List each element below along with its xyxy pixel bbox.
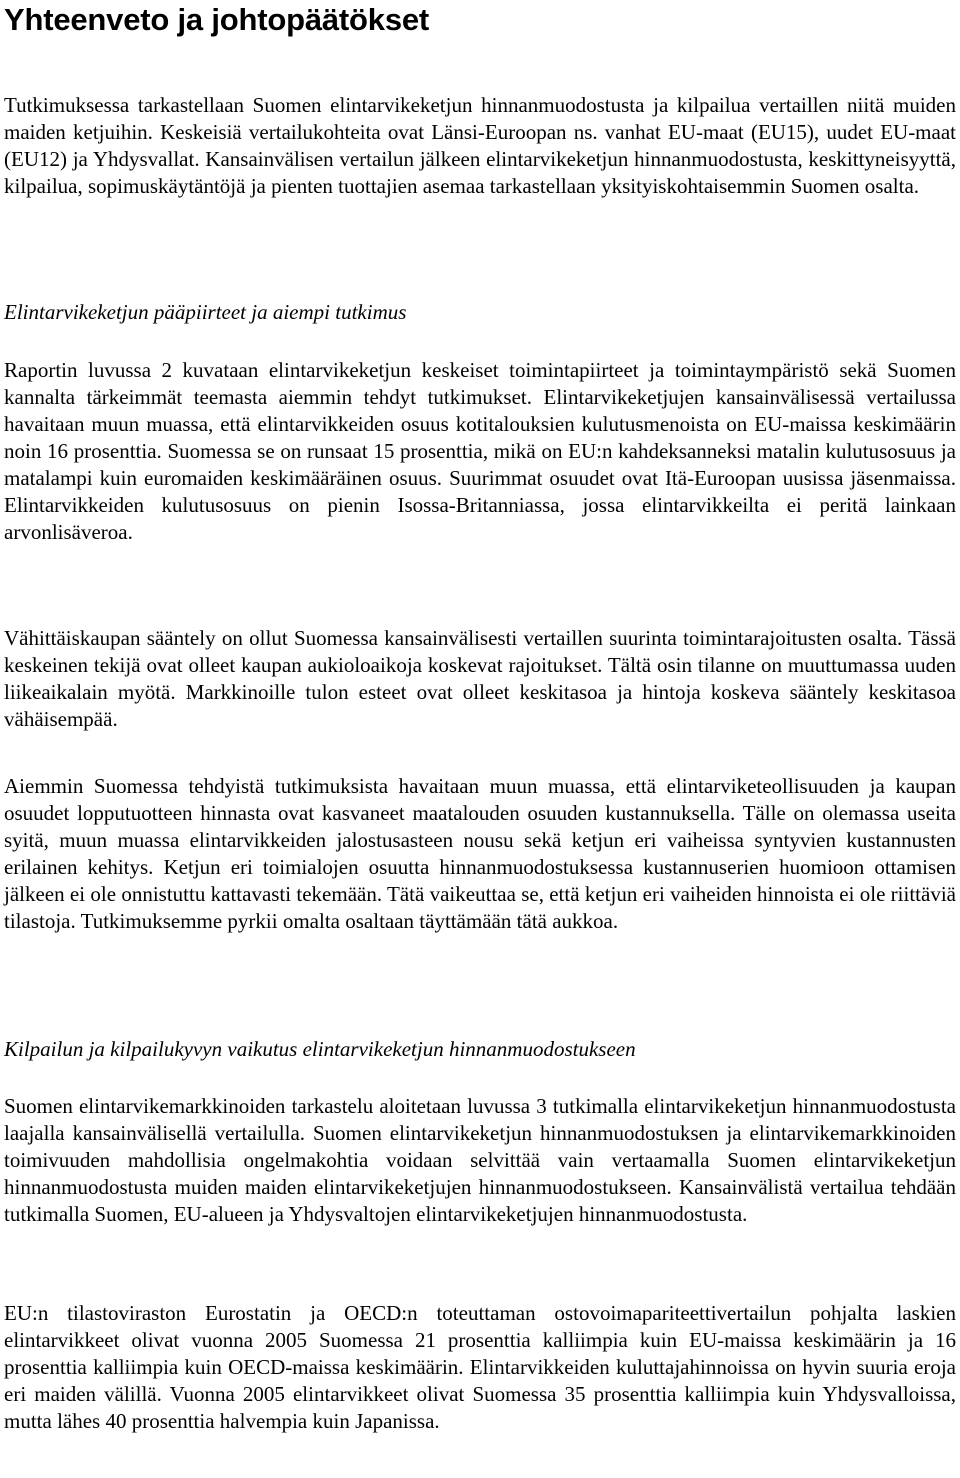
section-heading-features: Elintarvikeketjun pääpiirteet ja aiempi tutkimus xyxy=(4,300,407,324)
paragraph-earlier-studies: Aiemmin Suomessa tehdyistä tutkimuksista havaitaan muun muassa, että elintarviketeollisuuden ja kaupan osuudet lopputuotteen hinnasta ovat kasvaneet maatalouden osuuden kustannuksella. Tälle on olemassa useita syitä, muun muassa elintarvikkeiden jalostusasteen nousu sekä ketjun eri vaiheissa syntyvien kustannusten erilainen kehitys. Ketjun eri toimialojen osuutta hinnanmuodostuksessa kustannuserien huomioon ottamisen jälkeen ei ole onnistuttu kattavasti tekemään. Tätä vaikeuttaa se, että ketjun eri vaiheiden hinnoista ei ole riittäviä tilastoja. Tutkimuksemme pyrkii omalta osaltaan täyttämään tätä aukkoa. xyxy=(4,774,956,933)
intro-paragraph: Tutkimuksessa tarkastellaan Suomen elintarvikeketjun hinnanmuodostusta ja kilpailua vertaillen niitä muiden maiden ketjuihin. Keskeisiä vertailukohteita ovat Länsi-Euroopan ns. vanhat EU-maat (EU15), uudet EU-maat (EU12) ja Yhdysvallat. Kansainvälisen vertailun jälkeen elintarvikeketjun hinnanmuodostusta, keskittyneisyyttä, kilpailua, sopimuskäytäntöjä ja pienten tuottajien asemaa tarkastellaan yksityiskohtaisemmin Suomen osalta. xyxy=(4,93,956,198)
page-title: Yhteenveto ja johtopäätökset xyxy=(4,2,430,37)
paragraph-consumption-share: Raportin luvussa 2 kuvataan elintarvikeketjun keskeiset toimintapiirteet ja toimintaympäristö sekä Suomen kannalta tärkeimmät teemasta aiemmin tehdyt tutkimukset. Elintarvikeketjujen kansainvälisessä vertailussa havaitaan muun muassa, että elintarvikkeiden osuus kotitalouksien kulutusmenoista on EU-maissa keskimäärin noin 16 prosenttia. Suomessa se on runsaat 15 prosenttia, mikä on EU:n kahdeksanneksi matalin kulutusosuus ja matalampi kuin euromaiden keskimääräinen osuus. Suurimmat osuudet ovat Itä-Euroopan uusissa jäsenmaissa. Elintarvikkeiden kulutusosuus on pienin Isossa-Britanniassa, jossa elintarvikkeilta ei peritä lainkaan arvonlisäveroa. xyxy=(4,358,956,544)
paragraph-international-comparison: Suomen elintarvikemarkkinoiden tarkastelu aloitetaan luvussa 3 tutkimalla elintarvikeketjun hinnanmuodostusta laajalla kansainvälisellä vertailulla. Suomen elintarvikeketjun hinnanmuodostuksen ja elintarvikemarkkinoiden toimivuuden mahdollisia ongelmakohtia voidaan selvittää vain vertaamalla Suomen elintarvikeketjun hinnanmuodostusta muiden maiden elintarvikeketjujen hinnanmuodostukseen. Kansainvälistä vertailua tehdään tutkimalla Suomen, EU-alueen ja Yhdysvaltojen elintarvikeketjujen hinnanmuodostusta. xyxy=(4,1094,956,1226)
paragraph-retail-regulation: Vähittäiskaupan sääntely on ollut Suomessa kansainvälisesti vertaillen suurinta toimintarajoitusten osalta. Tässä keskeinen tekijä ovat olleet kaupan aukioloaikoja koskevat rajoitukset. Tältä osin tilanne on muuttumassa uuden liikeaikalain myötä. Markkinoille tulon esteet ovat olleet keskitasoa ja hintoja koskeva sääntely keskitasoa vähäisempää. xyxy=(4,626,956,731)
section-heading-competition: Kilpailun ja kilpailukyvyn vaikutus elintarvikeketjun hinnanmuodostukseen xyxy=(4,1037,636,1061)
paragraph-price-levels: EU:n tilastoviraston Eurostatin ja OECD:n toteuttaman ostovoimapariteettivertailun pohjalta laskien elintarvikkeet olivat vuonna 2005 Suomessa 21 prosenttia kalliimpia kuin EU-maissa keskimäärin ja 16 prosenttia kalliimpia kuin OECD-maissa keskimäärin. Elintarvikkeiden kuluttajahinnoissa on hyvin suuria eroja eri maiden välillä. Vuonna 2005 elintarvikkeet olivat Suomessa 35 prosenttia kalliimpia kuin Yhdysvalloissa, mutta lähes 40 prosenttia halvempia kuin Japanissa. xyxy=(4,1301,956,1433)
